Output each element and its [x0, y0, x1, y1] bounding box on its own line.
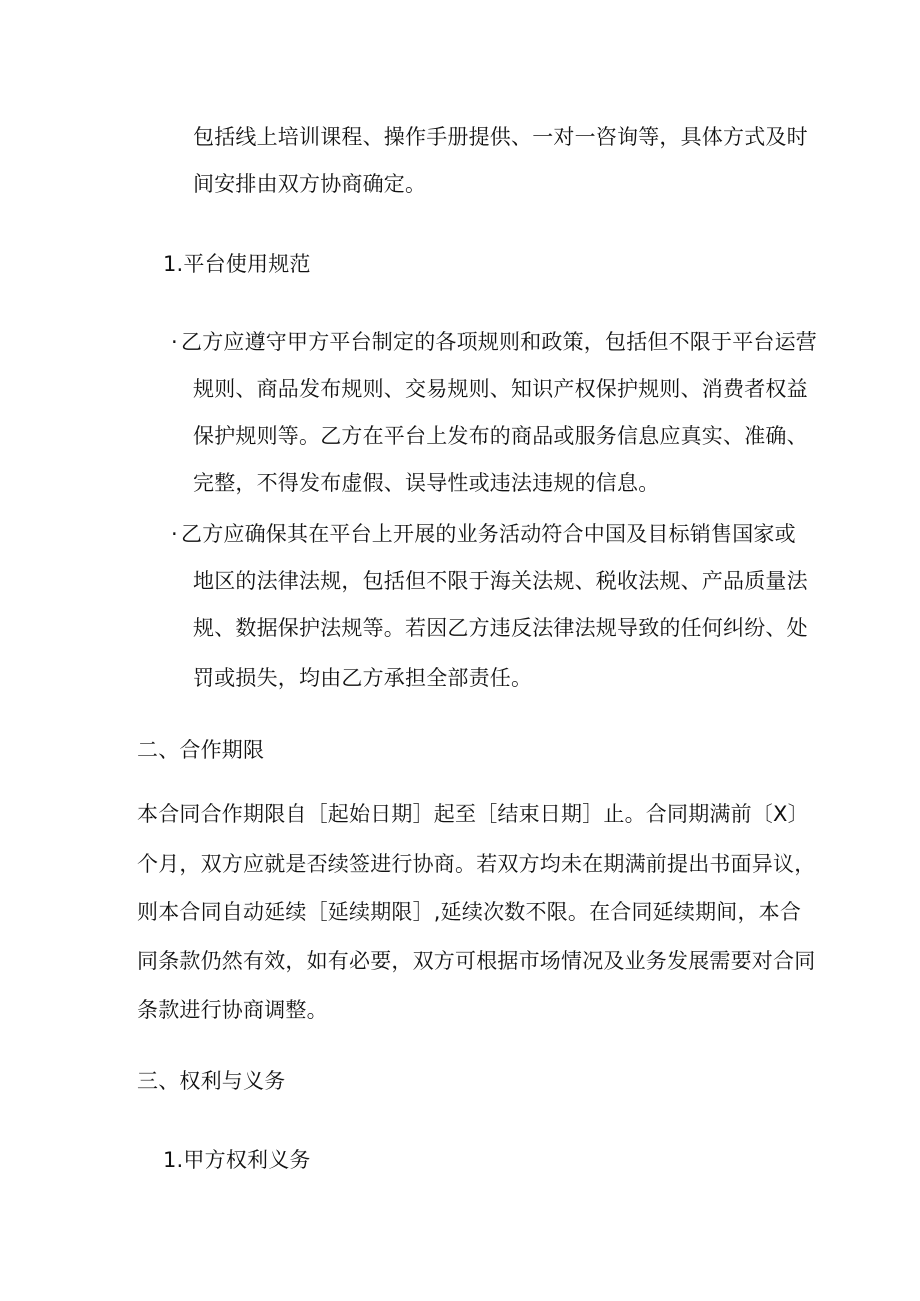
section-heading-term: 二、合作期限: [137, 738, 265, 762]
term-line-1: 本合同合作期限自［起始日期］起至［结束日期］止。合同期满前〔X〕: [137, 802, 809, 826]
bullet-icon: ·: [171, 522, 178, 546]
rule-item-1-line-2: 规则、商品发布规则、交易规则、知识产权保护规则、消费者权益: [193, 377, 808, 401]
rule-item-2-line-2: 地区的法律法规，包括但不限于海关法规、税收法规、产品质量法: [193, 569, 808, 593]
rule-item-2-line-4: 罚或损失，均由乙方承担全部责任。: [193, 666, 533, 690]
rule-item-2-line-1: 乙方应确保其在平台上开展的业务活动符合中国及目标销售国家或: [181, 522, 796, 546]
rule-item-1-line-4: 完整，不得发布虚假、误导性或违法违规的信息。: [193, 471, 660, 495]
intro-line-2: 间安排由双方协商确定。: [193, 172, 427, 196]
subsection-heading-party-a: 1.甲方权利义务: [163, 1148, 311, 1172]
term-line-5: 条款进行协商调整。: [137, 998, 328, 1022]
intro-line-1: 包括线上培训课程、操作手册提供、一对一咨询等，具体方式及时: [193, 125, 808, 149]
section-heading-rights: 三、权利与义务: [137, 1069, 286, 1093]
term-line-2: 个月，双方应就是否续签进行协商。若双方均未在期满前提出书面异议，: [137, 852, 816, 876]
rule-item-1-line-1: 乙方应遵守甲方平台制定的各项规则和政策，包括但不限于平台运营: [181, 330, 817, 354]
rule-item-2-line-3: 规、数据保护法规等。若因乙方违反法律法规导致的任何纠纷、处: [193, 616, 808, 640]
rule-item-1-line-3: 保护规则等。乙方在平台上发布的商品或服务信息应真实、准确、: [193, 424, 808, 448]
bullet-icon: ·: [171, 330, 178, 354]
term-line-4: 同条款仍然有效，如有必要，双方可根据市场情况及业务发展需要对合同: [137, 949, 816, 973]
section-heading-platform-rules: 1.平台使用规范: [163, 252, 311, 276]
term-line-3: 则本合同自动延续［延续期限］,延续次数不限。在合同延续期间，本合: [137, 900, 802, 924]
